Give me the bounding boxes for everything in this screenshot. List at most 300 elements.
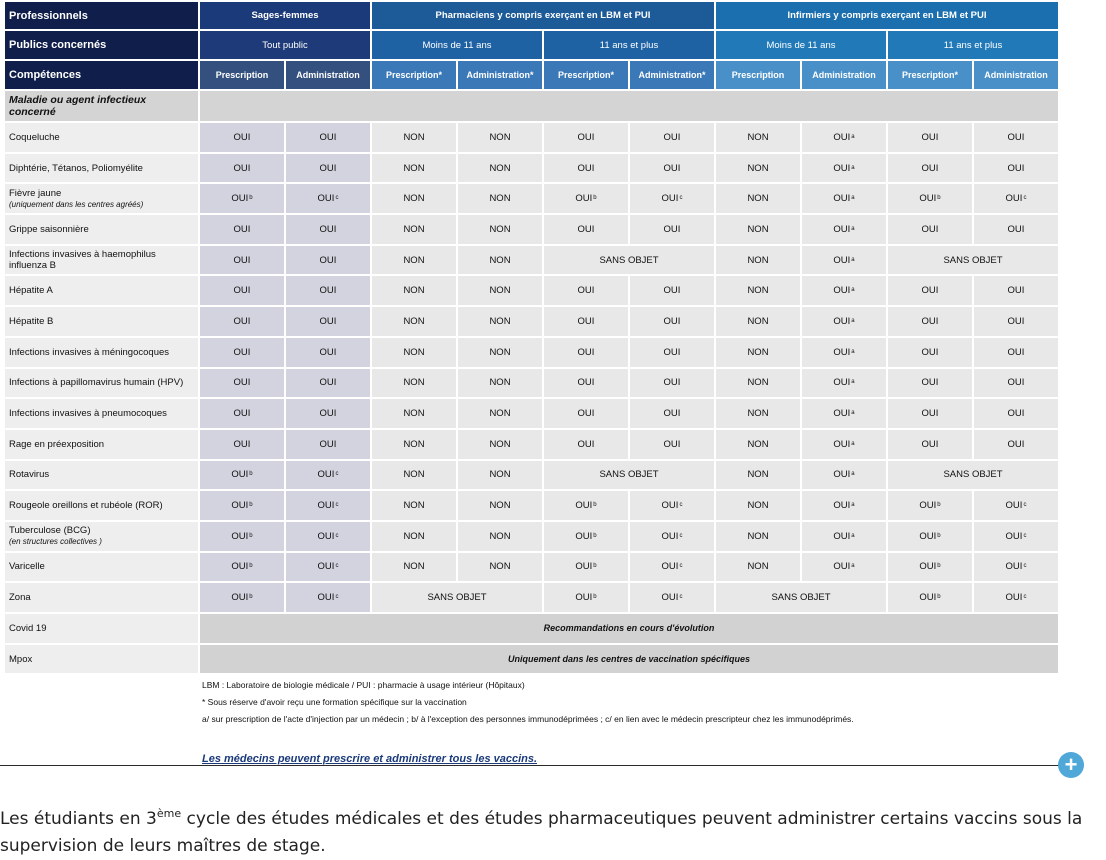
cell-value: NON bbox=[403, 377, 425, 389]
cell-value: OUI bbox=[231, 561, 249, 573]
disease-label bbox=[5, 154, 198, 183]
cell-value: NON bbox=[747, 254, 769, 266]
table-cell bbox=[544, 276, 628, 305]
merged-note-cell bbox=[200, 614, 1058, 643]
cell-value: OUI bbox=[231, 469, 249, 481]
disease-name: Rougeole oreillons et rubéole (ROR) bbox=[9, 500, 163, 512]
cell-value: OUI bbox=[919, 561, 937, 573]
medecins-note: Les médecins peuvent prescrire et administrer tous les vaccins. bbox=[202, 753, 538, 765]
cell-value: OUI bbox=[231, 530, 249, 542]
cell-value: NON bbox=[489, 193, 511, 205]
table-cell bbox=[286, 522, 370, 551]
table-cell bbox=[544, 184, 628, 213]
table-cell bbox=[802, 338, 886, 367]
table-cell bbox=[974, 399, 1058, 428]
disease-label bbox=[5, 430, 198, 459]
cell-value: NON bbox=[489, 131, 511, 143]
cell-value: NON bbox=[403, 131, 425, 143]
table-cell bbox=[630, 522, 714, 551]
cell-value: NON bbox=[489, 469, 511, 481]
table-cell bbox=[458, 338, 542, 367]
cell-value: NON bbox=[489, 500, 511, 512]
table-cell bbox=[544, 461, 714, 490]
disease-note: (uniquement dans les centres agréés) bbox=[9, 199, 144, 209]
table-cell bbox=[544, 307, 628, 336]
table-cell bbox=[544, 154, 628, 183]
table-cell bbox=[888, 553, 972, 582]
cell-footnote-marker: c bbox=[1023, 563, 1027, 570]
table-row bbox=[5, 522, 1058, 551]
table-cell bbox=[200, 123, 284, 152]
cell-footnote-marker: b bbox=[937, 195, 941, 202]
group-infirmiers: Infirmiers y compris exerçant en LBM et PUI bbox=[716, 2, 1058, 29]
table-row bbox=[5, 154, 1058, 183]
table-cell bbox=[716, 369, 800, 398]
cell-value: OUI bbox=[661, 500, 679, 512]
cell-value: OUI bbox=[233, 438, 251, 450]
cell-value: OUI bbox=[663, 408, 681, 420]
table-cell bbox=[802, 123, 886, 152]
table-cell bbox=[716, 215, 800, 244]
competence-header: Administration bbox=[286, 61, 370, 89]
table-cell bbox=[802, 399, 886, 428]
cell-value: OUI bbox=[231, 592, 249, 604]
cell-value: OUI bbox=[1005, 561, 1023, 573]
disease-name: Grippe saisonnière bbox=[9, 223, 89, 235]
cell-value: NON bbox=[403, 193, 425, 205]
table-cell bbox=[716, 553, 800, 582]
table-cell bbox=[544, 583, 628, 612]
cell-footnote-marker: b bbox=[249, 532, 253, 539]
table-cell bbox=[458, 461, 542, 490]
table-cell bbox=[286, 399, 370, 428]
table-cell bbox=[974, 154, 1058, 183]
cell-value: OUI bbox=[919, 592, 937, 604]
table-cell bbox=[458, 215, 542, 244]
competence-header: Administration bbox=[974, 61, 1058, 89]
table-cell bbox=[630, 338, 714, 367]
table-row bbox=[5, 369, 1058, 398]
cell-value: OUI bbox=[233, 408, 251, 420]
table-cell bbox=[458, 430, 542, 459]
table-cell bbox=[888, 522, 972, 551]
cell-value: NON bbox=[489, 408, 511, 420]
table-cell bbox=[802, 154, 886, 183]
cell-value: NON bbox=[747, 500, 769, 512]
cell-value: OUI bbox=[577, 377, 595, 389]
cell-value: NON bbox=[403, 254, 425, 266]
cell-value: NON bbox=[747, 561, 769, 573]
cell-footnote-marker: c bbox=[1023, 594, 1027, 601]
cell-footnote-marker: c bbox=[335, 471, 339, 478]
table-cell bbox=[200, 369, 284, 398]
disease-label bbox=[5, 215, 198, 244]
cell-value: NON bbox=[489, 285, 511, 297]
cell-value: OUI bbox=[663, 438, 681, 450]
table-cell bbox=[372, 430, 456, 459]
footnote-abc: a/ sur prescription de l'acte d'injection par un médecin ; b/ à l'exception des personnes immunodéprimées ; c/ en lien avec le médecin prescripteur chez les immunodéprimés. bbox=[202, 714, 854, 724]
table-row bbox=[5, 461, 1058, 490]
table-cell bbox=[888, 338, 972, 367]
table-cell bbox=[286, 491, 370, 520]
cell-value: NON bbox=[747, 193, 769, 205]
cell-value: OUI bbox=[661, 193, 679, 205]
table-cell bbox=[716, 583, 886, 612]
table-cell bbox=[630, 307, 714, 336]
cell-footnote-marker: b bbox=[249, 471, 253, 478]
cell-footnote-marker: a bbox=[851, 348, 855, 355]
cell-value: OUI bbox=[833, 162, 851, 174]
table-cell bbox=[458, 184, 542, 213]
cell-value: OUI bbox=[233, 131, 251, 143]
table-cell bbox=[200, 338, 284, 367]
table-cell bbox=[372, 338, 456, 367]
table-cell bbox=[974, 307, 1058, 336]
disease-note: (en structures collectives ) bbox=[9, 537, 102, 547]
disease-label bbox=[5, 184, 198, 213]
disease-name: Rage en préexposition bbox=[9, 438, 105, 450]
table-cell bbox=[716, 461, 800, 490]
table-cell bbox=[372, 491, 456, 520]
competence-header: Administration bbox=[802, 61, 886, 89]
table-cell bbox=[372, 307, 456, 336]
cell-footnote-marker: b bbox=[249, 563, 253, 570]
cell-value: NON bbox=[489, 254, 511, 266]
table-cell bbox=[286, 184, 370, 213]
disease-label bbox=[5, 553, 198, 582]
table-cell bbox=[888, 276, 972, 305]
table-cell bbox=[458, 491, 542, 520]
cell-value: OUI bbox=[1005, 500, 1023, 512]
table-cell bbox=[458, 246, 542, 275]
competence-header: Prescription* bbox=[544, 61, 628, 89]
vaccination-competence-table bbox=[3, 0, 1060, 675]
cell-value: NON bbox=[403, 408, 425, 420]
table-cell bbox=[544, 553, 628, 582]
table-cell bbox=[544, 246, 714, 275]
cell-value: Uniquement dans les centres de vaccination spécifiques bbox=[507, 654, 751, 665]
cell-footnote-marker: b bbox=[593, 502, 597, 509]
cell-value: NON bbox=[403, 530, 425, 542]
cell-value: OUI bbox=[317, 530, 335, 542]
table-cell bbox=[544, 399, 628, 428]
cell-footnote-marker: a bbox=[851, 563, 855, 570]
cell-value: OUI bbox=[319, 377, 337, 389]
table-cell bbox=[286, 430, 370, 459]
table-row bbox=[5, 430, 1058, 459]
cell-value: SANS OBJET bbox=[599, 469, 659, 481]
cell-value: OUI bbox=[233, 285, 251, 297]
table-cell bbox=[200, 583, 284, 612]
table-cell bbox=[802, 215, 886, 244]
table-cell bbox=[372, 522, 456, 551]
cell-value: OUI bbox=[919, 500, 937, 512]
cell-value: OUI bbox=[663, 315, 681, 327]
cell-value: OUI bbox=[921, 438, 939, 450]
table-cell bbox=[888, 369, 972, 398]
table-cell bbox=[802, 307, 886, 336]
table-cell bbox=[458, 276, 542, 305]
table-cell bbox=[802, 461, 886, 490]
cell-value: NON bbox=[747, 530, 769, 542]
cell-footnote-marker: c bbox=[679, 502, 683, 509]
table-cell bbox=[802, 522, 886, 551]
table-row bbox=[5, 399, 1058, 428]
cell-value: OUI bbox=[317, 193, 335, 205]
table-cell bbox=[974, 276, 1058, 305]
cell-value: OUI bbox=[921, 408, 939, 420]
table-cell bbox=[716, 184, 800, 213]
cell-footnote-marker: a bbox=[851, 287, 855, 294]
cell-value: OUI bbox=[319, 438, 337, 450]
table-body bbox=[5, 123, 1058, 673]
cell-value: OUI bbox=[833, 561, 851, 573]
cell-footnote-marker: b bbox=[593, 532, 597, 539]
cell-value: OUI bbox=[575, 561, 593, 573]
disease-label bbox=[5, 338, 198, 367]
cell-value: OUI bbox=[317, 592, 335, 604]
table-cell bbox=[974, 522, 1058, 551]
cell-value: NON bbox=[489, 561, 511, 573]
cell-value: OUI bbox=[317, 561, 335, 573]
cell-value: OUI bbox=[663, 162, 681, 174]
cell-value: OUI bbox=[233, 377, 251, 389]
group-pharmaciens: Pharmaciens y compris exerçant en LBM et PUI bbox=[372, 2, 714, 29]
table-cell bbox=[974, 338, 1058, 367]
cell-value: OUI bbox=[833, 377, 851, 389]
table-cell bbox=[458, 307, 542, 336]
cell-value: OUI bbox=[231, 500, 249, 512]
cell-value: NON bbox=[489, 346, 511, 358]
cell-value: OUI bbox=[1007, 346, 1025, 358]
disease-label bbox=[5, 522, 198, 551]
table-cell bbox=[200, 154, 284, 183]
cell-value: NON bbox=[489, 315, 511, 327]
cell-value: OUI bbox=[833, 500, 851, 512]
table-cell bbox=[974, 553, 1058, 582]
cell-value: NON bbox=[747, 131, 769, 143]
cell-value: OUI bbox=[577, 285, 595, 297]
cell-value: OUI bbox=[1007, 162, 1025, 174]
table-cell bbox=[544, 491, 628, 520]
table-cell bbox=[372, 553, 456, 582]
table-cell bbox=[716, 246, 800, 275]
cell-footnote-marker: c bbox=[335, 594, 339, 601]
public-pharma-moins-11: Moins de 11 ans bbox=[372, 31, 542, 59]
disease-label bbox=[5, 583, 198, 612]
disease-label bbox=[5, 399, 198, 428]
table-cell bbox=[544, 430, 628, 459]
cell-value: SANS OBJET bbox=[943, 469, 1003, 481]
cell-footnote-marker: a bbox=[851, 256, 855, 263]
table-cell bbox=[630, 123, 714, 152]
cell-value: OUI bbox=[921, 315, 939, 327]
cell-footnote-marker: b bbox=[937, 532, 941, 539]
table-cell bbox=[372, 276, 456, 305]
cell-value: NON bbox=[489, 530, 511, 542]
cell-value: OUI bbox=[661, 561, 679, 573]
cell-value: OUI bbox=[1007, 315, 1025, 327]
cell-value: OUI bbox=[833, 315, 851, 327]
table-cell bbox=[372, 184, 456, 213]
table-cell bbox=[200, 307, 284, 336]
cell-value: NON bbox=[403, 469, 425, 481]
expand-plus-icon[interactable]: + bbox=[1058, 752, 1084, 778]
cell-value: OUI bbox=[319, 346, 337, 358]
competence-header: Prescription bbox=[716, 61, 800, 89]
disease-label bbox=[5, 369, 198, 398]
table-cell bbox=[974, 491, 1058, 520]
cell-value: OUI bbox=[231, 193, 249, 205]
cell-value: OUI bbox=[1005, 530, 1023, 542]
cell-footnote-marker: c bbox=[335, 532, 339, 539]
footnote-formation: * Sous réserve d'avoir reçu une formation spécifique sur la vaccination bbox=[202, 697, 467, 707]
table-cell bbox=[372, 215, 456, 244]
table-cell bbox=[544, 369, 628, 398]
table-cell bbox=[888, 399, 972, 428]
cell-value: SANS OBJET bbox=[943, 254, 1003, 266]
table-cell bbox=[802, 553, 886, 582]
disease-name: Infections à papillomavirus humain (HPV) bbox=[9, 377, 184, 389]
table-cell bbox=[286, 246, 370, 275]
table-cell bbox=[630, 553, 714, 582]
header-publics: Publics concernés bbox=[5, 31, 198, 59]
cell-value: OUI bbox=[233, 162, 251, 174]
competence-header: Administration* bbox=[630, 61, 714, 89]
table-cell bbox=[372, 461, 456, 490]
table-cell bbox=[716, 123, 800, 152]
table-cell bbox=[286, 583, 370, 612]
cell-footnote-marker: b bbox=[937, 563, 941, 570]
cell-value: OUI bbox=[319, 131, 337, 143]
table-row bbox=[5, 583, 1058, 612]
cell-value: OUI bbox=[921, 131, 939, 143]
table-row bbox=[5, 491, 1058, 520]
cell-value: OUI bbox=[833, 469, 851, 481]
table-cell bbox=[974, 583, 1058, 612]
table-cell bbox=[888, 184, 972, 213]
cell-value: OUI bbox=[233, 223, 251, 235]
table-cell bbox=[286, 123, 370, 152]
table-cell bbox=[458, 369, 542, 398]
cell-footnote-marker: a bbox=[851, 195, 855, 202]
table-row bbox=[5, 307, 1058, 336]
cell-value: NON bbox=[747, 223, 769, 235]
table-cell bbox=[200, 276, 284, 305]
table-cell bbox=[974, 215, 1058, 244]
cell-footnote-marker: a bbox=[851, 502, 855, 509]
table-cell bbox=[286, 154, 370, 183]
cell-value: SANS OBJET bbox=[599, 254, 659, 266]
cell-value: OUI bbox=[577, 223, 595, 235]
table-cell bbox=[630, 215, 714, 244]
table-cell bbox=[716, 338, 800, 367]
table-cell bbox=[888, 246, 1058, 275]
disease-label bbox=[5, 461, 198, 490]
disease-label bbox=[5, 307, 198, 336]
table-cell bbox=[458, 399, 542, 428]
cell-value: Recommandations en cours d'évolution bbox=[543, 623, 715, 634]
table-row bbox=[5, 246, 1058, 275]
table-cell bbox=[630, 491, 714, 520]
cell-footnote-marker: a bbox=[851, 133, 855, 140]
cell-value: OUI bbox=[661, 592, 679, 604]
cell-value: OUI bbox=[1007, 223, 1025, 235]
table-cell bbox=[888, 154, 972, 183]
cell-value: OUI bbox=[663, 377, 681, 389]
cell-value: OUI bbox=[833, 408, 851, 420]
disease-name: Zona bbox=[9, 592, 31, 604]
table-cell bbox=[802, 276, 886, 305]
cell-value: NON bbox=[403, 346, 425, 358]
cell-value: OUI bbox=[233, 315, 251, 327]
cell-value: OUI bbox=[319, 254, 337, 266]
divider bbox=[0, 765, 1066, 766]
table-cell bbox=[802, 430, 886, 459]
cell-value: OUI bbox=[577, 438, 595, 450]
cell-value: OUI bbox=[575, 193, 593, 205]
cell-value: OUI bbox=[833, 285, 851, 297]
table-cell bbox=[974, 430, 1058, 459]
disease-name: Infections invasives à haemophilus influenza B bbox=[9, 249, 156, 272]
table-cell bbox=[200, 430, 284, 459]
table-cell bbox=[888, 215, 972, 244]
cell-footnote-marker: b bbox=[937, 502, 941, 509]
table-row bbox=[5, 215, 1058, 244]
cell-value: OUI bbox=[317, 500, 335, 512]
cell-value: NON bbox=[747, 162, 769, 174]
cell-footnote-marker: b bbox=[249, 195, 253, 202]
cell-value: OUI bbox=[833, 193, 851, 205]
table-row bbox=[5, 276, 1058, 305]
table-cell bbox=[372, 246, 456, 275]
cell-value: NON bbox=[403, 438, 425, 450]
cell-value: SANS OBJET bbox=[427, 592, 487, 604]
disease-label bbox=[5, 614, 198, 643]
table-cell bbox=[458, 123, 542, 152]
cell-value: OUI bbox=[575, 500, 593, 512]
table-cell bbox=[372, 123, 456, 152]
cell-value: OUI bbox=[319, 162, 337, 174]
table-cell bbox=[458, 522, 542, 551]
table-cell bbox=[544, 338, 628, 367]
cell-footnote-marker: c bbox=[335, 563, 339, 570]
table-row bbox=[5, 614, 1058, 643]
cell-value: OUI bbox=[577, 131, 595, 143]
cell-value: NON bbox=[747, 315, 769, 327]
table-cell bbox=[372, 583, 542, 612]
cell-value: OUI bbox=[575, 592, 593, 604]
cell-value: OUI bbox=[319, 223, 337, 235]
disease-name: Hépatite B bbox=[9, 315, 54, 327]
table-cell bbox=[200, 522, 284, 551]
cell-value: OUI bbox=[577, 408, 595, 420]
disease-name: Infections invasives à méningocoques bbox=[9, 346, 170, 358]
disease-name: Infections invasives à pneumocoques bbox=[9, 408, 167, 420]
cell-value: OUI bbox=[833, 131, 851, 143]
cell-value: NON bbox=[403, 223, 425, 235]
header-competences: Compétences bbox=[5, 61, 198, 89]
cell-footnote-marker: c bbox=[679, 532, 683, 539]
disease-name: Covid 19 bbox=[9, 622, 47, 634]
table-cell bbox=[630, 583, 714, 612]
cell-value: OUI bbox=[1007, 285, 1025, 297]
table-cell bbox=[200, 399, 284, 428]
disease-name: Varicelle bbox=[9, 561, 45, 573]
cell-footnote-marker: c bbox=[335, 502, 339, 509]
disease-name: Diphtérie, Tétanos, Poliomyélite bbox=[9, 162, 143, 174]
cell-value: NON bbox=[747, 469, 769, 481]
